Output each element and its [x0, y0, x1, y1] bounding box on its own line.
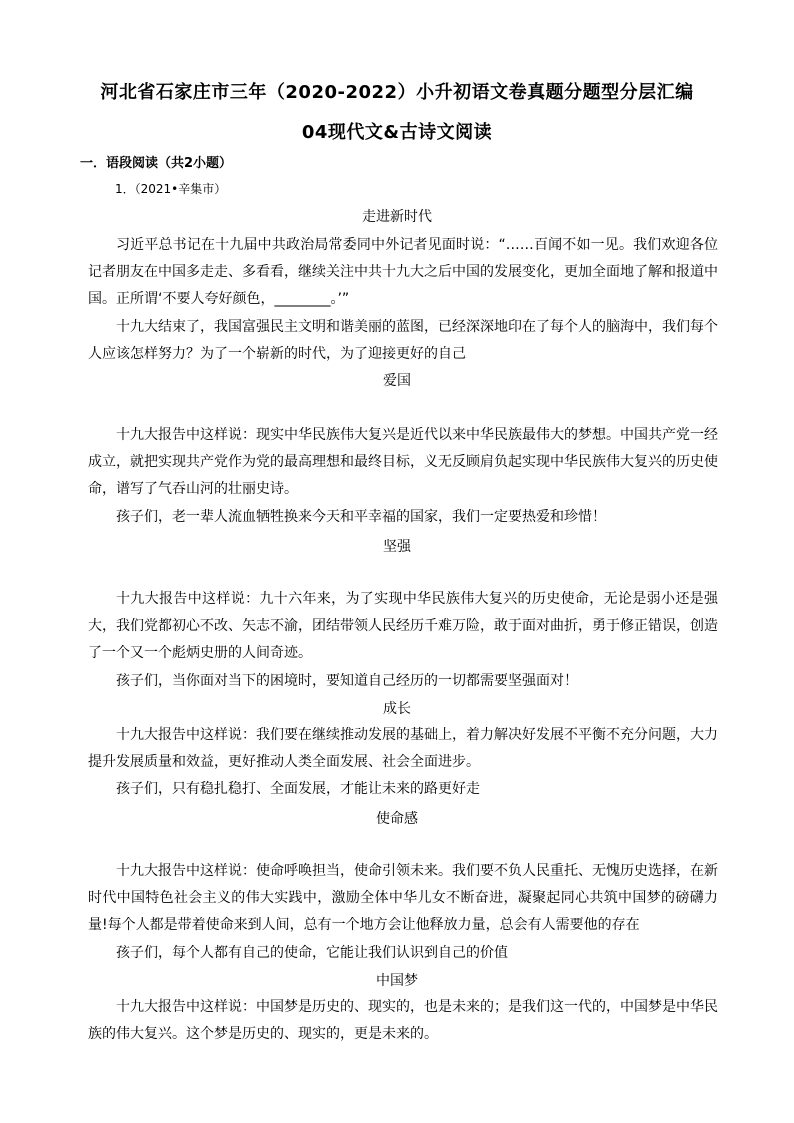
- paragraph-shiminggan-kids: 孩子们，每个人都有自己的使命，它能让我们认识到自己的价值: [116, 945, 508, 961]
- heading-aiguo: 爱国: [383, 373, 411, 389]
- paragraph-aiguo-kids: 孩子们，老一辈人流血牺牲换来今天和平幸福的国家，我们一定要热爱和珍惜！: [116, 509, 606, 525]
- section-heading: 一．语段阅读（共2小题）: [80, 156, 233, 171]
- paragraph-jianqiang-report: 十九大报告中这样说：九十六年来，为了实现中华民族伟大复兴的历史使命，无论是弱小还是强大，我们党都初心不改、矢志不渝，团结带领人民经历千难万险，敢于面对曲折，勇于修正错误，创造了一个又一个彪炳史册的人间奇迹。: [88, 591, 718, 661]
- question-label: 1．（2021•辛集市）: [115, 182, 227, 196]
- heading-zhongguomeng: 中国梦: [376, 973, 418, 989]
- paragraph-chengzhang-report: 十九大报告中这样说：我们要在继续推动发展的基础上，着力解决好发展不平衡不充分问题，大力提升发展质量和效益，更好推动人类全面发展、社会全面进步。: [88, 727, 718, 770]
- heading-shiminggan: 使命感: [376, 811, 418, 827]
- paragraph-shiminggan-report: 十九大报告中这样说：使命呼唤担当，使命引领未来。我们要不负人民重托、无愧历史选择，在新时代中国特色社会主义的伟大实践中，激励全体中华儿女不断奋进，凝聚起同心共筑中国梦的磅礴力量!每个人都是带着使命来到人间，总有一个地方会让他释放力量，总会有人需要他的存在: [88, 863, 718, 933]
- paragraph-after-congress: 十九大结束了，我国富强民主文明和谐美丽的蓝图，已经深深地印在了每个人的脑海中，我们每个人应该怎样努力？为了一个崭新的时代，为了迎接更好的自己: [88, 319, 718, 362]
- paragraph-zhongguomeng-report: 十九大报告中这样说：中国梦是历史的、现实的，也是未来的；是我们这一代的，中国梦是中华民族的伟大复兴。这个梦是历史的、现实的，更是未来的。: [88, 999, 718, 1042]
- paragraph-chengzhang-kids: 孩子们，只有稳扎稳打、全面发展，才能让未来的路更好走: [116, 781, 480, 797]
- document-subtitle: 04现代文&古诗文阅读: [301, 122, 493, 143]
- article-title: 走进新时代: [362, 209, 432, 225]
- paragraph-jianqiang-kids: 孩子们，当你面对当下的困境时，要知道自己经历的一切都需要坚强面对！: [116, 673, 578, 689]
- heading-chengzhang: 成长: [383, 701, 411, 717]
- document-title: 河北省石家庄市三年（2020-2022）小升初语文卷真题分题型分层汇编: [100, 82, 694, 103]
- paragraph-aiguo-report: 十九大报告中这样说：现实中华民族伟大复兴是近代以来中华民族最伟大的梦想。中国共产党一经成立，就把实现共产党作为党的最高理想和最终目标，义无反顾肩负起实现中华民族伟大复兴的历史使命，谱写了气吞山河的壮丽史诗。: [88, 427, 718, 497]
- paragraph-intro: 习近平总书记在十九届中共政治局常委同中外记者见面时说：“……百闻不如一见。我们欢迎各位记者朋友在中国多走走、多看看，继续关注中共十九大之后中国的发展变化，更加全面地了解和报道中国。正所谓‘不要人夸好颜色，________。’”: [88, 237, 718, 307]
- heading-jianqiang: 坚强: [383, 539, 411, 555]
